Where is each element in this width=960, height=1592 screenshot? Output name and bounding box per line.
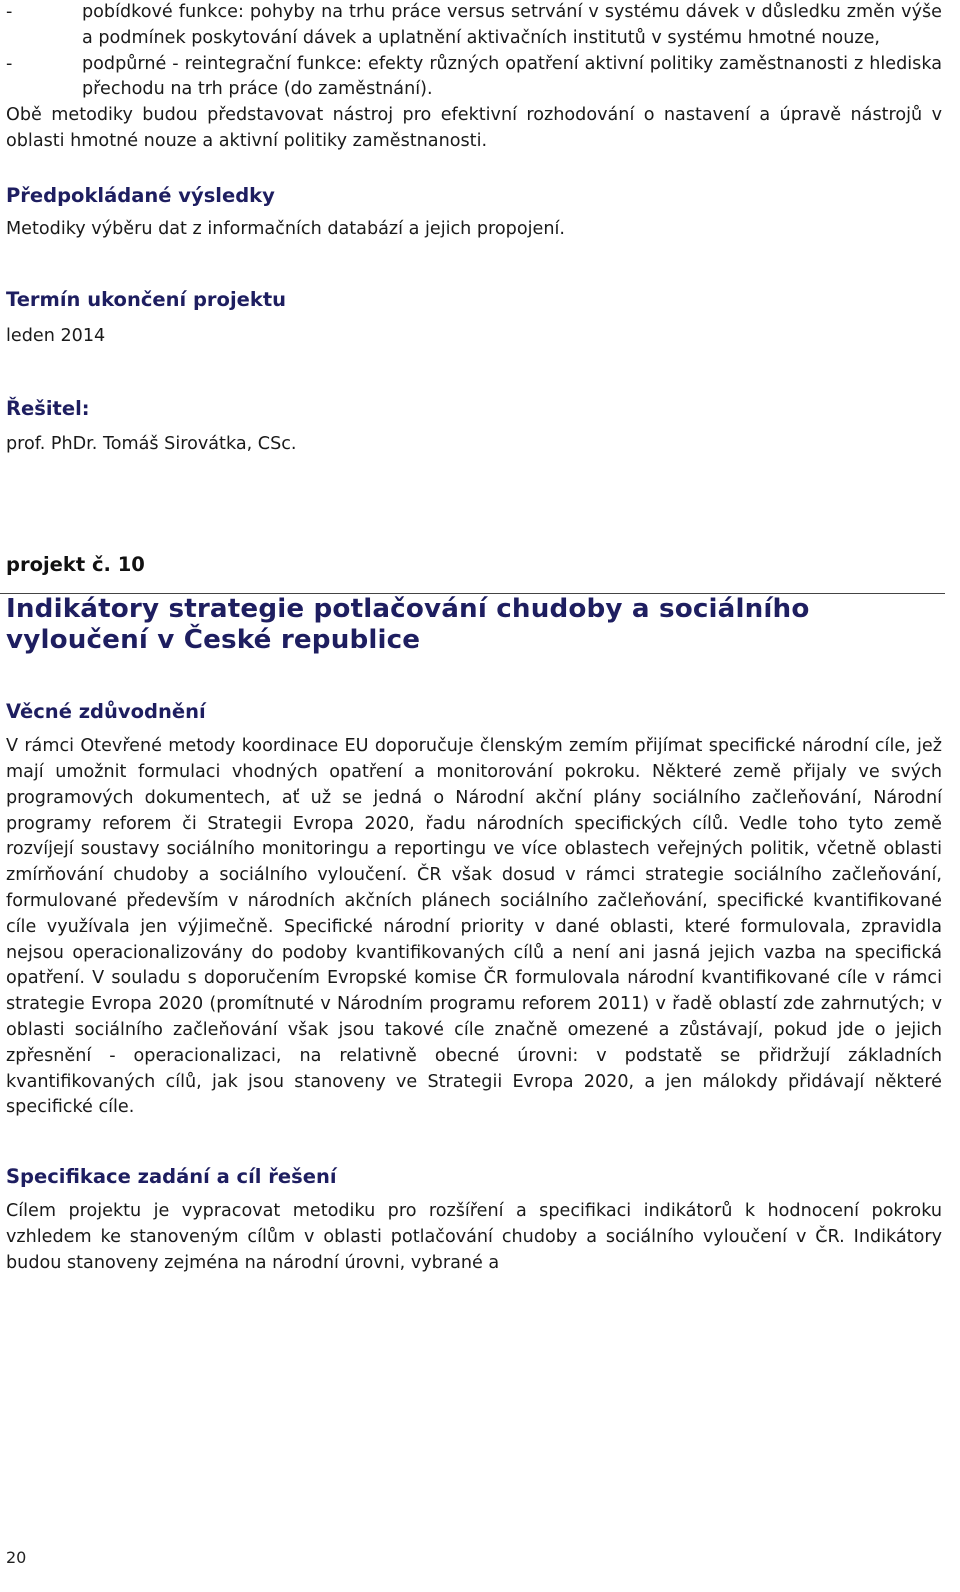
bullet-dash: - [6,2,13,22]
bullet-item [6,52,942,104]
section-divider [0,593,945,594]
specification-heading: Specifikace zadání a cíl řešení [6,1165,337,1189]
intro-paragraph: Obě metodiky budou představovat nástroj pro efektivní rozhodování o nastavení a úpravě nástrojů v oblasti hmotné nouze a aktivní politiky zaměstnanosti. [6,105,942,151]
bullet-item [6,0,942,52]
expected-results-text: Metodiky výběru dat z informačních databází a jejich propojení. [6,218,565,239]
solver-heading: Řešitel: [6,397,90,421]
bullet-dash: - [6,53,13,74]
solver-text: prof. PhDr. Tomáš Sirovátka, CSc. [6,434,297,455]
justification-heading: Věcné zdůvodnění [6,700,206,724]
bullet-text: podpůrné - reintegrační funkce: efekty různých opatření aktivní politiky zaměstnanosti z hlediska přechodu na trh práce (do zaměstnání). [82,53,942,100]
project-number: projekt č. 10 [6,553,145,577]
document-page [6,0,942,1277]
page-number: 20 [6,1548,27,1567]
deadline-text: leden 2014 [6,325,106,346]
specification-text: Cílem projektu je vypracovat metodiku pro rozšíření a specifikaci indikátorů k hodnocení pokroku vzhledem ke stanoveným cílům v oblasti potlačování chudoby a sociálního vyloučení v ČR. Indikátory budou stanoveny zejména na národní úrovni, vybrané a [6,1201,942,1273]
expected-results-heading: Předpokládané výsledky [6,183,275,207]
project-title: Indikátory strategie potlačování chudoby a sociálního vyloučení v České republice [6,594,810,656]
justification-text: V rámci Otevřené metody koordinace EU doporučuje členským zemím přijímat specifické národní cíle, jež mají umožnit formulaci vhodných opatření a monitorování pokroku. Některé země přijaly ve svých programových dokumentech, ať už se jedná o Národní akční plány sociálního začleňování, Národní programy reforem či Strategii Evropa 2020, řadu národních specifických cílů. Vedle toho tyto země rozvíjejí soustavy sociálního monitoringu a reportingu ve více oblastech veřejných politik, včetně oblasti zmírňování chudoby a sociálního vyloučení. ČR však dosud v rámci strategie sociálního začleňování, formulované především v národních akčních plánech sociálního začleňování, specifické kvantifikované cíle využívala jen výjimečně. Specifické národní priority v dané oblasti, které formulovala, zpravidla nejsou operacionalizovány do podoby kvantifikovaných cílů a není ani jasná jejich vazba na specifická opatření. V souladu s doporučením Evropské komise ČR formulovala národní kvantifikované cíle v rámci strategie Evropa 2020 (promítnuté v Národním programu reforem 2011) v řadě oblastí zde zahrnutých; v oblasti sociálního začleňování však jsou takové cíle značně omezené a zůstávají, pokud jde o jejich zpřesnění - operacionalizaci, na relativně obecné úrovni: v podstatě se přidržují základních kvantifikovaných cílů, jak jsou stanoveny ve Strategii Evropa 2020, a jen málokdy přidávají některé specifické cíle. [6,736,942,1118]
deadline-heading: Termín ukončení projektu [6,287,287,311]
bullet-text: pobídkové funkce: pohyby na trhu práce versus setrvání v systému dávek v důsledku změn výše a podmínek poskytování dávek a uplatnění aktivačních institutů v systému hmotné nouze, [82,2,942,48]
